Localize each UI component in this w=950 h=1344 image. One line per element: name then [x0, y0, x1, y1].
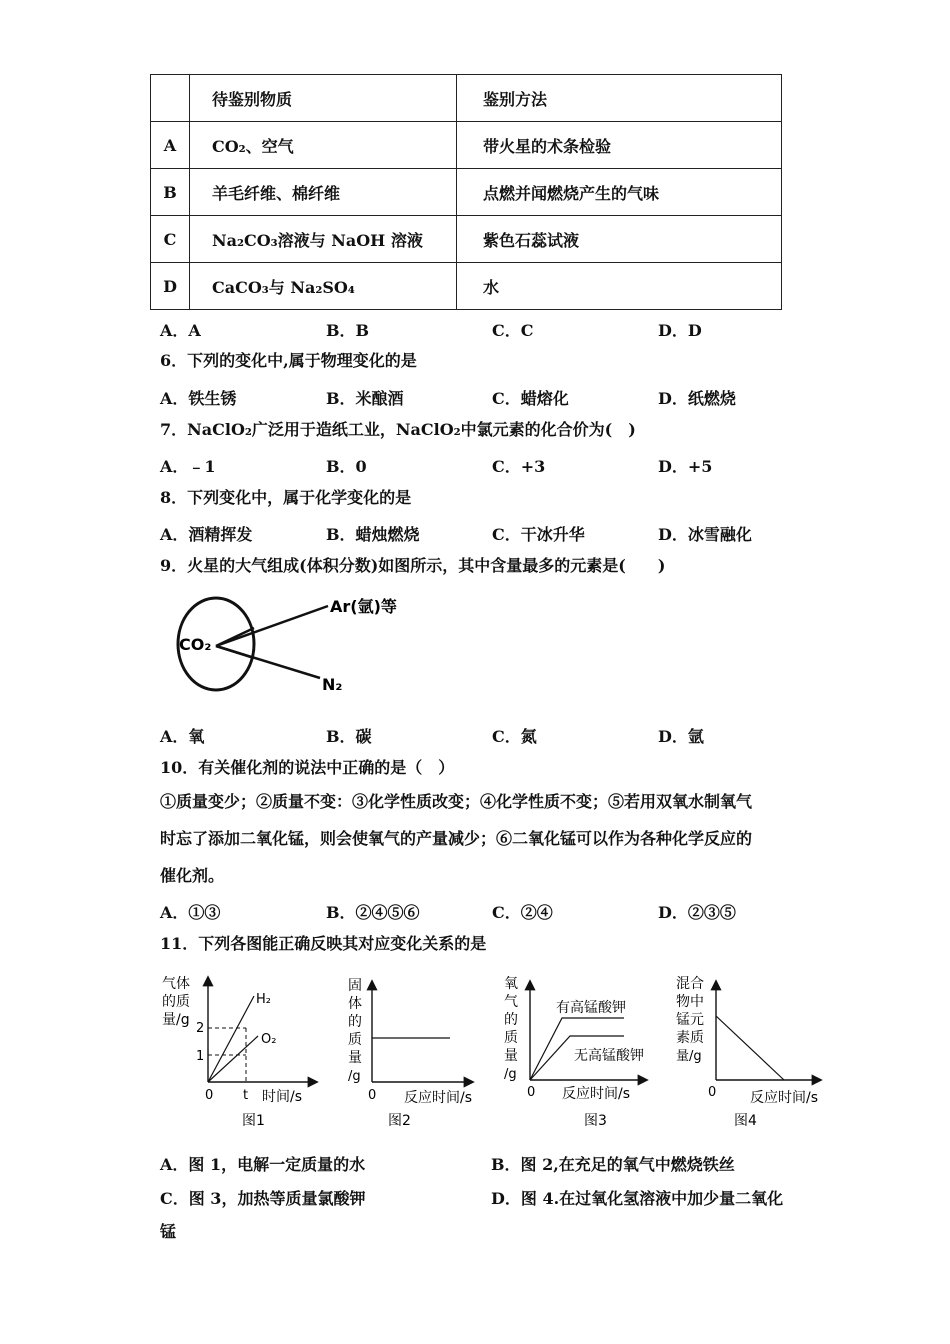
fig4-xlabel: 反应时间/s — [750, 1090, 819, 1106]
q9-stem: 9．火星的大气组成(体积分数)如图所示，其中含量最多的元素是( ) — [160, 556, 666, 575]
row-method: 带火星的术条检验 — [457, 122, 782, 169]
q5-option-c[interactable]: C．C — [492, 321, 534, 340]
q10-stem: 10．有关催化剂的说法中正确的是（ ） — [160, 758, 455, 777]
row-label: B — [151, 169, 190, 216]
fig4-origin: 0 — [708, 1085, 717, 1100]
row-label: A — [151, 122, 190, 169]
row-method: 水 — [457, 263, 782, 310]
q11-stem: 11．下列各图能正确反映其对应变化关系的是 — [160, 934, 487, 953]
fig4-ylabel: 素质 — [676, 1030, 704, 1046]
q10-option-a[interactable]: A．①③ — [160, 903, 221, 922]
q6-stem: 6．下列的变化中,属于物理变化的是 — [160, 351, 417, 370]
row-method: 紫色石蕊试液 — [457, 216, 782, 263]
figure-4 — [676, 976, 820, 1129]
fig1-t-tick: t — [243, 1088, 249, 1103]
q7-option-b[interactable]: B．0 — [326, 457, 367, 476]
fig3-origin: 0 — [527, 1085, 536, 1100]
row-label: D — [151, 263, 190, 310]
table-header-row — [151, 75, 782, 122]
table-header-substance: 待鉴别物质 — [190, 75, 457, 122]
fig3-ylabel: 量 — [504, 1048, 518, 1064]
figure-1 — [162, 975, 316, 1129]
fig1-xlabel: 时间/s — [262, 1089, 303, 1105]
fig1-tick: 2 — [196, 1021, 205, 1036]
fig2-ylabel: 量 — [348, 1050, 362, 1066]
fig3-ylabel: 气 — [504, 994, 518, 1010]
table-row — [151, 263, 782, 310]
row-substance: CaCO₃与 Na₂SO₄ — [190, 263, 457, 310]
q8-stem: 8．下列变化中，属于化学变化的是 — [160, 488, 412, 507]
q11-option-a[interactable]: A．图 1，电解一定质量的水 — [160, 1155, 366, 1174]
q7-option-a[interactable]: A．﹣1 — [160, 457, 216, 476]
fig1-o2-label: O₂ — [261, 1032, 277, 1047]
fig2-ylabel: 质 — [348, 1032, 362, 1048]
q11-option-d[interactable]: D．图 4.在过氧化氢溶液中加少量二氧化 — [491, 1189, 784, 1208]
figure-2 — [348, 978, 472, 1129]
fig4-ylabel: 锰元 — [676, 1012, 704, 1028]
q8-option-a[interactable]: A．酒精挥发 — [160, 525, 253, 544]
q7-option-d[interactable]: D．+5 — [658, 457, 713, 476]
ar-label: Ar(氩)等 — [330, 597, 397, 616]
row-method: 点燃并闻燃烧产生的气味 — [457, 169, 782, 216]
identification-table — [150, 74, 782, 310]
row-substance: 羊毛纤维、棉纤维 — [190, 169, 457, 216]
fig3-caption: 图3 — [584, 1113, 607, 1129]
row-label: C — [151, 216, 190, 263]
q7-stem: 7．NaClO₂广泛用于造纸工业，NaClO₂中氯元素的化合价为( ) — [160, 420, 636, 439]
q7-option-c[interactable]: C．+3 — [492, 457, 546, 476]
q10-option-b[interactable]: B．②④⑤⑥ — [326, 903, 420, 922]
table-header-cell — [151, 75, 190, 122]
fig2-ylabel: 固 — [348, 978, 362, 994]
fig2-ylabel: 的 — [348, 1014, 362, 1030]
fig3-xlabel: 反应时间/s — [562, 1086, 631, 1102]
fig1-tick: 1 — [196, 1049, 205, 1064]
fig4-ylabel: 量/g — [676, 1049, 702, 1064]
table-row — [151, 169, 782, 216]
q5-option-b[interactable]: B．B — [326, 321, 370, 340]
q9-option-b[interactable]: B．碳 — [326, 727, 372, 746]
q5-option-a[interactable]: A．A — [160, 321, 201, 340]
fig3-ylabel: 质 — [504, 1030, 518, 1046]
q6-option-a[interactable]: A．铁生锈 — [160, 389, 237, 408]
fig3-ylabel: /g — [504, 1067, 517, 1082]
q10-body-line: 催化剂。 — [160, 866, 225, 885]
fig1-caption: 图1 — [242, 1113, 265, 1129]
q6-option-b[interactable]: B．米酿酒 — [326, 389, 404, 408]
fig3-with-label: 有高锰酸钾 — [556, 1000, 626, 1016]
table-row — [151, 216, 782, 263]
q11-option-d-wrap: 锰 — [160, 1222, 177, 1241]
q11-option-b[interactable]: B．图 2,在充足的氧气中燃烧铁丝 — [491, 1155, 735, 1174]
q9-option-c[interactable]: C．氮 — [492, 727, 537, 746]
fig3-ylabel: 的 — [504, 1012, 518, 1028]
table-row — [151, 122, 782, 169]
q11-option-c[interactable]: C．图 3，加热等质量氯酸钾 — [160, 1189, 366, 1208]
fig1-ylabel: 气体 — [162, 976, 190, 992]
row-substance: CO₂、空气 — [190, 122, 457, 169]
fig1-origin: 0 — [205, 1088, 214, 1103]
q10-body-line: ①质量变少；②质量不变：③化学性质改变；④化学性质不变；⑤若用双氧水制氧气 — [160, 792, 753, 811]
table-header-method: 鉴别方法 — [457, 75, 782, 122]
q8-option-b[interactable]: B．蜡烛燃烧 — [326, 525, 420, 544]
fig1-o2-line — [208, 1036, 258, 1082]
q10-body-line: 时忘了添加二氧化锰，则会使氧气的产量减少；⑥二氧化锰可以作为各种化学反应的 — [160, 829, 753, 848]
fig4-line — [716, 1016, 784, 1080]
fig2-origin: 0 — [368, 1088, 377, 1103]
q5-option-d[interactable]: D．D — [658, 321, 702, 340]
ar-line — [216, 606, 328, 646]
q9-option-a[interactable]: A．氧 — [160, 727, 205, 746]
fig4-caption: 图4 — [734, 1113, 757, 1129]
fig2-ylabel: 体 — [348, 996, 362, 1012]
fig4-ylabel: 物中 — [676, 994, 704, 1010]
q10-option-d[interactable]: D．②③⑤ — [658, 903, 736, 922]
fig3-without-label: 无高锰酸钾 — [574, 1048, 644, 1064]
q10-option-c[interactable]: C．②④ — [492, 903, 553, 922]
fig3-ylabel: 氧 — [504, 976, 518, 992]
co2-line-upper — [216, 628, 254, 646]
row-substance: Na₂CO₃溶液与 NaOH 溶液 — [190, 216, 457, 263]
fig1-ylabel: 量/g — [162, 1012, 190, 1028]
q8-option-c[interactable]: C．干冰升华 — [492, 525, 585, 544]
q6-option-d[interactable]: D．纸燃烧 — [658, 389, 736, 408]
q9-option-d[interactable]: D．氩 — [658, 727, 704, 746]
fig2-caption: 图2 — [388, 1113, 411, 1129]
q6-option-c[interactable]: C．蜡熔化 — [492, 389, 569, 408]
figure-3 — [504, 976, 646, 1129]
mars-atmosphere-figure — [170, 590, 430, 700]
co2-label: CO₂ — [179, 635, 212, 654]
fig1-h2-line — [208, 996, 254, 1082]
fig4-ylabel: 混合 — [676, 976, 704, 992]
fig2-xlabel: 反应时间/s — [404, 1090, 473, 1106]
co2-line-lower — [216, 646, 254, 658]
n2-label: N₂ — [322, 675, 343, 694]
q8-option-d[interactable]: D．冰雪融化 — [658, 525, 752, 544]
fig2-ylabel: /g — [348, 1069, 361, 1084]
q11-graphs — [150, 968, 830, 1133]
fig1-ylabel: 的质 — [162, 994, 190, 1010]
fig1-h2-label: H₂ — [256, 992, 271, 1007]
